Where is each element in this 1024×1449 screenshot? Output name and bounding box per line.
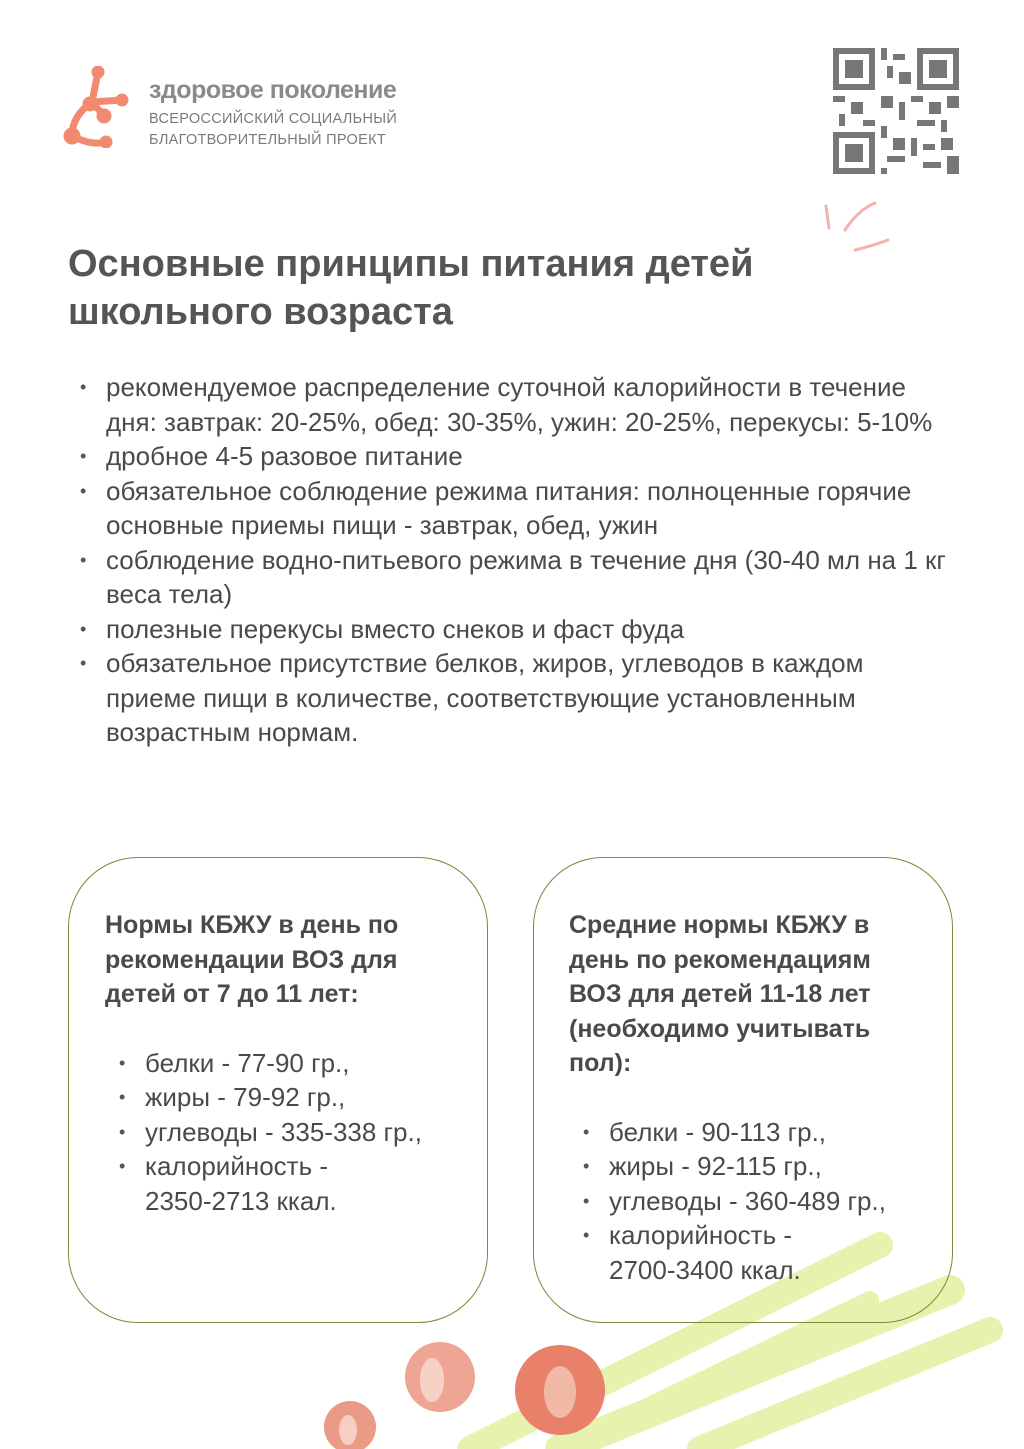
norms-list <box>119 1046 447 1219</box>
list-item: • жиры - 92-115 гр., <box>583 1149 922 1184</box>
logo-icon <box>62 66 132 148</box>
list-item: • углеводы - 335-338 гр., <box>119 1115 447 1150</box>
norms-list <box>583 1115 922 1288</box>
list-item: • обязательное соблюдение режима питания: полноценные горячие основные приемы пищи - завтрак, обед, ужин <box>80 474 950 543</box>
page-title: Основные принципы питания детей школьного возраста <box>68 243 754 333</box>
list-item: • рекомендуемое распределение суточной калорийности в течение дня: завтрак: 20-25%, обед: 30-35%, ужин: 20-25%, перекусы: 5-10% <box>80 370 950 439</box>
brand-name: здоровое поколение <box>149 76 397 104</box>
list-item: • углеводы - 360-489 гр., <box>583 1184 922 1219</box>
list-item: • калорийность - 2700-3400 ккал. <box>583 1218 839 1287</box>
list-item: • белки - 90-113 гр., <box>583 1115 922 1150</box>
list-item: • соблюдение водно-питьевого режима в течение дня (30-40 мл на 1 кг веса тела) <box>80 543 950 612</box>
brand-subtitle-2: БЛАГОТВОРИТЕЛЬНЫЙ ПРОЕКТ <box>149 132 386 148</box>
norms-box-7-11 <box>68 857 488 1323</box>
principles-list <box>80 370 950 750</box>
list-item: • обязательное присутствие белков, жиров, углеводов в каждом приеме пищи в количестве, соответствующие установленным возрастным нормам. <box>80 646 950 750</box>
box-heading: Средние нормы КБЖУ в день по рекомендациям ВОЗ для детей 11-18 лет (необходимо учитывать пол): <box>569 911 871 1077</box>
list-item: • дробное 4-5 разовое питание <box>80 439 950 474</box>
norms-box-11-18 <box>533 857 953 1323</box>
brand-subtitle-1: ВСЕРОССИЙСКИЙ СОЦИАЛЬНЫЙ <box>149 111 398 127</box>
berries <box>324 1342 605 1449</box>
box-heading: Нормы КБЖУ в день по рекомендации ВОЗ для детей от 7 до 11 лет: <box>105 911 399 1008</box>
qr-code <box>833 48 959 174</box>
list-item: • калорийность - 2350-2713 ккал. <box>119 1149 375 1218</box>
list-item: • жиры - 79-92 гр., <box>119 1080 447 1115</box>
list-item: • белки - 77-90 гр., <box>119 1046 447 1081</box>
list-item: • полезные перекусы вместо снеков и фаст фуда <box>80 612 950 647</box>
